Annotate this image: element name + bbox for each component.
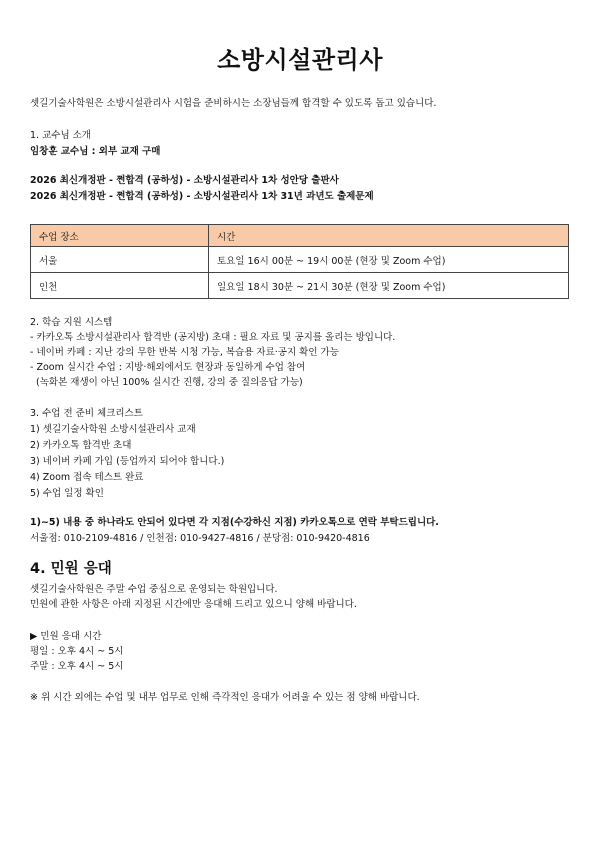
contact-numbers: 서울점: 010-2109-4816 / 인천점: 010-9427-4816 / 분당점: 010-9420-4816 [30,533,370,544]
checklist-item: 1) 셋길기술사학원 소방시설관리사 교재 [30,424,196,435]
schedule-row [31,273,569,299]
checklist-item: 3) 네이버 카페 가입 (등업까지 되어야 합니다.) [30,456,225,467]
checklist-item: 2) 카카오톡 합격반 초대 [30,440,132,451]
checklist-item: 4) Zoom 접속 테스트 완료 [30,472,144,483]
footnote: ※ 위 시간 외에는 수업 및 내부 업무로 인해 즉각적인 응대가 어려울 수 있는 점 양해 바랍니다. [30,692,420,703]
checklist-item: 5) 수업 일정 확인 [30,488,104,499]
section2-heading: 2. 학습 지원 시스템 [30,317,113,328]
section3-heading: 3. 수업 전 준비 체크리스트 [30,408,143,419]
schedule-header-cell: 시간 [209,225,569,247]
schedule-cell: 일요일 18시 30분 ~ 21시 30분 (현장 및 Zoom 수업) [209,273,569,299]
schedule-cell: 토요일 16시 00분 ~ 19시 00분 (현장 및 Zoom 수업) [209,247,569,273]
weekday-hours: 평일 : 오후 4시 ~ 5시 [30,646,124,657]
hours-title: ▶ 민원 응대 시간 [30,631,102,642]
book-line: 2026 최신개정판 - 쩐합격 (공하성) - 소방시설관리사 1차 성안당 출판사 [30,175,339,186]
schedule-row [31,247,569,273]
list-item: (녹화본 재생이 아닌 100% 실시간 진행, 강의 중 질의응답 가능) [30,377,303,388]
section4-text: 민원에 관한 사항은 아래 지정된 시간에만 응대해 드리고 있으니 양해 바랍니다. [30,599,357,610]
schedule-header-row [31,225,569,247]
notice-text: 1)~5) 내용 중 하나라도 안되어 있다면 각 지점(수강하신 지점) 카카오톡으로 연락 부탁드립니다. [30,517,439,528]
section4-text: 셋길기술사학원은 주말 수업 중심으로 운영되는 학원입니다. [30,584,278,595]
schedule-header-cell: 수업 장소 [31,225,209,247]
section4-heading: 4. 민원 응대 [30,561,112,577]
list-item: - 네이버 카페 : 지난 강의 무한 반복 시청 가능, 복습용 자료·공지 확인 가능 [30,347,339,358]
schedule-cell: 인천 [31,273,209,299]
schedule-cell: 서울 [31,247,209,273]
book-line: 2026 최신개정판 - 쩐합격 (공하성) - 소방시설관리사 1차 31년 과년도 출제문제 [30,191,374,202]
schedule-table [30,224,569,299]
page-title: 소방시설관리사 [217,46,383,74]
weekend-hours: 주말 : 오후 4시 ~ 5시 [30,661,124,672]
professor-line: 임창훈 교수님 : 외부 교재 구매 [30,146,161,157]
list-item: - 카카오톡 소방시설관리사 합격반 (공지방) 초대 : 필요 자료 및 공지를 올리는 방입니다. [30,332,396,343]
list-item: - Zoom 실시간 수업 : 지방·해외에서도 현장과 동일하게 수업 참여 [30,362,306,373]
intro-text: 셋길기술사학원은 소방시설관리사 시험을 준비하시는 소장님들께 합격할 수 있도록 돕고 있습니다. [30,98,437,109]
section1-heading: 1. 교수님 소개 [30,130,91,141]
